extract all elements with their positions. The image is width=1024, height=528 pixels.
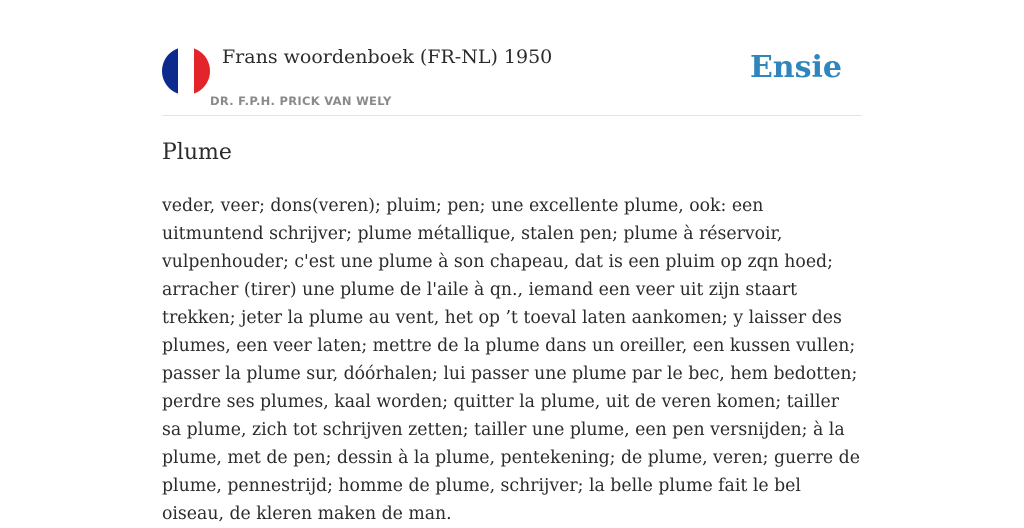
flag-stripe-red <box>194 47 210 95</box>
dictionary-card <box>162 0 862 524</box>
dictionary-title[interactable]: Frans woordenboek (FR-NL) 1950 <box>222 46 553 68</box>
entry-headword: Plume <box>162 140 232 165</box>
header-divider <box>162 115 862 116</box>
flag-stripe-blue <box>162 47 178 95</box>
brand-logo[interactable]: Ensie <box>749 50 842 85</box>
entry-definition: veder, veer; dons(veren); pluim; pen; une excellente plume, ook: een uitmuntend schrijver; plume métallique, stalen pen; plume à réservoir, vulpenhouder; c'est une plume à son chapeau, dat is een pluim op zqn hoed; arracher (tirer) une plume de l'aile à qn., iemand een veer uit zijn staart trekken; jeter la plume au vent, het op ’t toeval laten aankomen; y laisser des plumes, een veer laten; mettre de la plume dans un oreiller, een kussen vullen; passer la plume sur, dóórhalen; lui passer une plume par le bec, hem bedotten; perdre ses plumes, kaal worden; quitter la plume, uit de veren komen; tailler sa plume, zich tot schrijven zetten; tailler une plume, een pen versnijden; à la plume, met de pen; dessin à la plume, pentekening; de plume, veren; guerre de plume, pennestrijd; homme de plume, schrijver; la belle plume fait le bel oiseau, de kleren maken de man. <box>162 196 860 524</box>
flag-france-icon <box>162 47 210 95</box>
flag-stripe-white <box>178 47 194 95</box>
author-name: DR. F.P.H. PRICK VAN WELY <box>210 94 392 108</box>
